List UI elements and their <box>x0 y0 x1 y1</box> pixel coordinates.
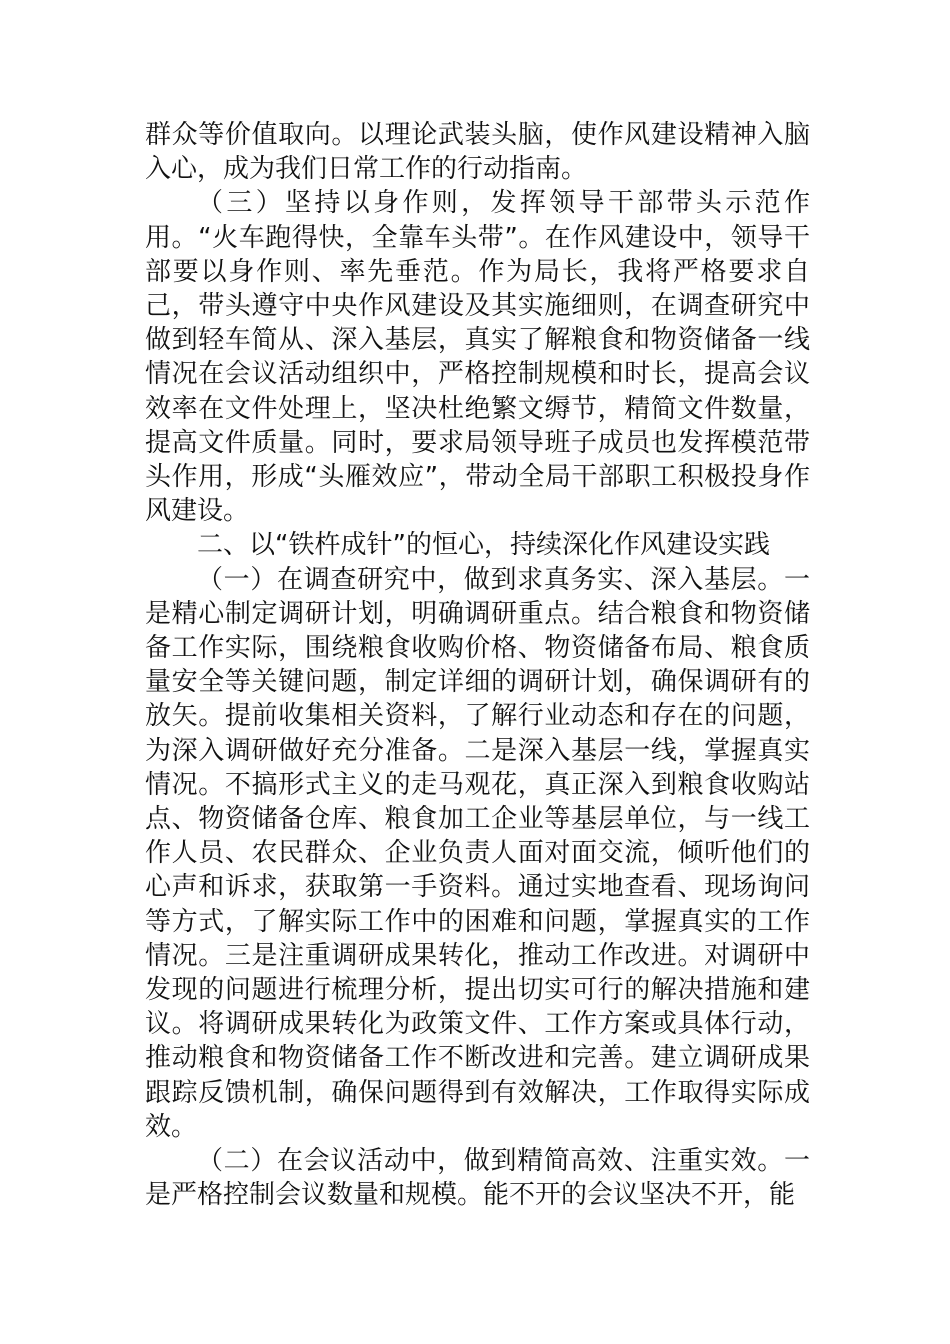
paragraph-continuation: 群众等价值取向。以理论武装头脑，使作风建设精神入脑入心，成为我们日常工作的行动指南。 <box>145 120 810 185</box>
document-body <box>145 118 810 1213</box>
paragraph-section-2: （二）在会议活动中，做到精简高效、注重实效。一是严格控制会议数量和规模。能不开的会议坚决不开，能 <box>145 1146 810 1211</box>
section-heading-2: 二、以“铁杵成针”的恒心，持续深化作风建设实践 <box>197 530 770 561</box>
paragraph-section-1: （一）在调查研究中，做到求真务实、深入基层。一是精心制定调研计划，明确调研重点。结合粮食和物资储备工作实际，围绕粮食收购价格、物资储备布局、粮食质量安全等关键问题，制定详细的调研计划，确保调研有的放矢。提前收集相关资料，了解行业动态和存在的问题，为深入调研做好充分准备。二是深入基层一线，掌握真实情况。不搞形式主义的走马观花，真正深入到粮食收购站点、物资储备仓库、粮食加工企业等基层单位，与一线工作人员、农民群众、企业负责人面对面交流，倾听他们的心声和诉求，获取第一手资料。通过实地查看、现场询问等方式，了解实际工作中的困难和问题，掌握真实的工作情况。三是注重调研成果转化，推动工作改进。对调研中发现的问题进行梳理分析，提出切实可行的解决措施和建议。将调研成果转化为政策文件、工作方案或具体行动，推动粮食和物资储备工作不断改进和完善。建立调研成果跟踪反馈机制，确保问题得到有效解决，工作取得实际成效。 <box>145 564 810 1142</box>
paragraph-section-3: （三）坚持以身作则，发挥领导干部带头示范作用。“火车跑得快，全靠车头带”。在作风建设中，领导干部要以身作则、率先垂范。作为局长，我将严格要求自己，带头遵守中央作风建设及其实施细则，在调查研究中做到轻车简从、深入基层，真实了解粮食和物资储备一线情况在会议活动组织中，严格控制规模和时长，提高会议效率在文件处理上，坚决杜绝繁文缛节，精简文件数量，提高文件质量。同时，要求局领导班子成员也发挥模范带头作用，形成“头雁效应”，带动全局干部职工积极投身作风建设。 <box>145 188 810 527</box>
